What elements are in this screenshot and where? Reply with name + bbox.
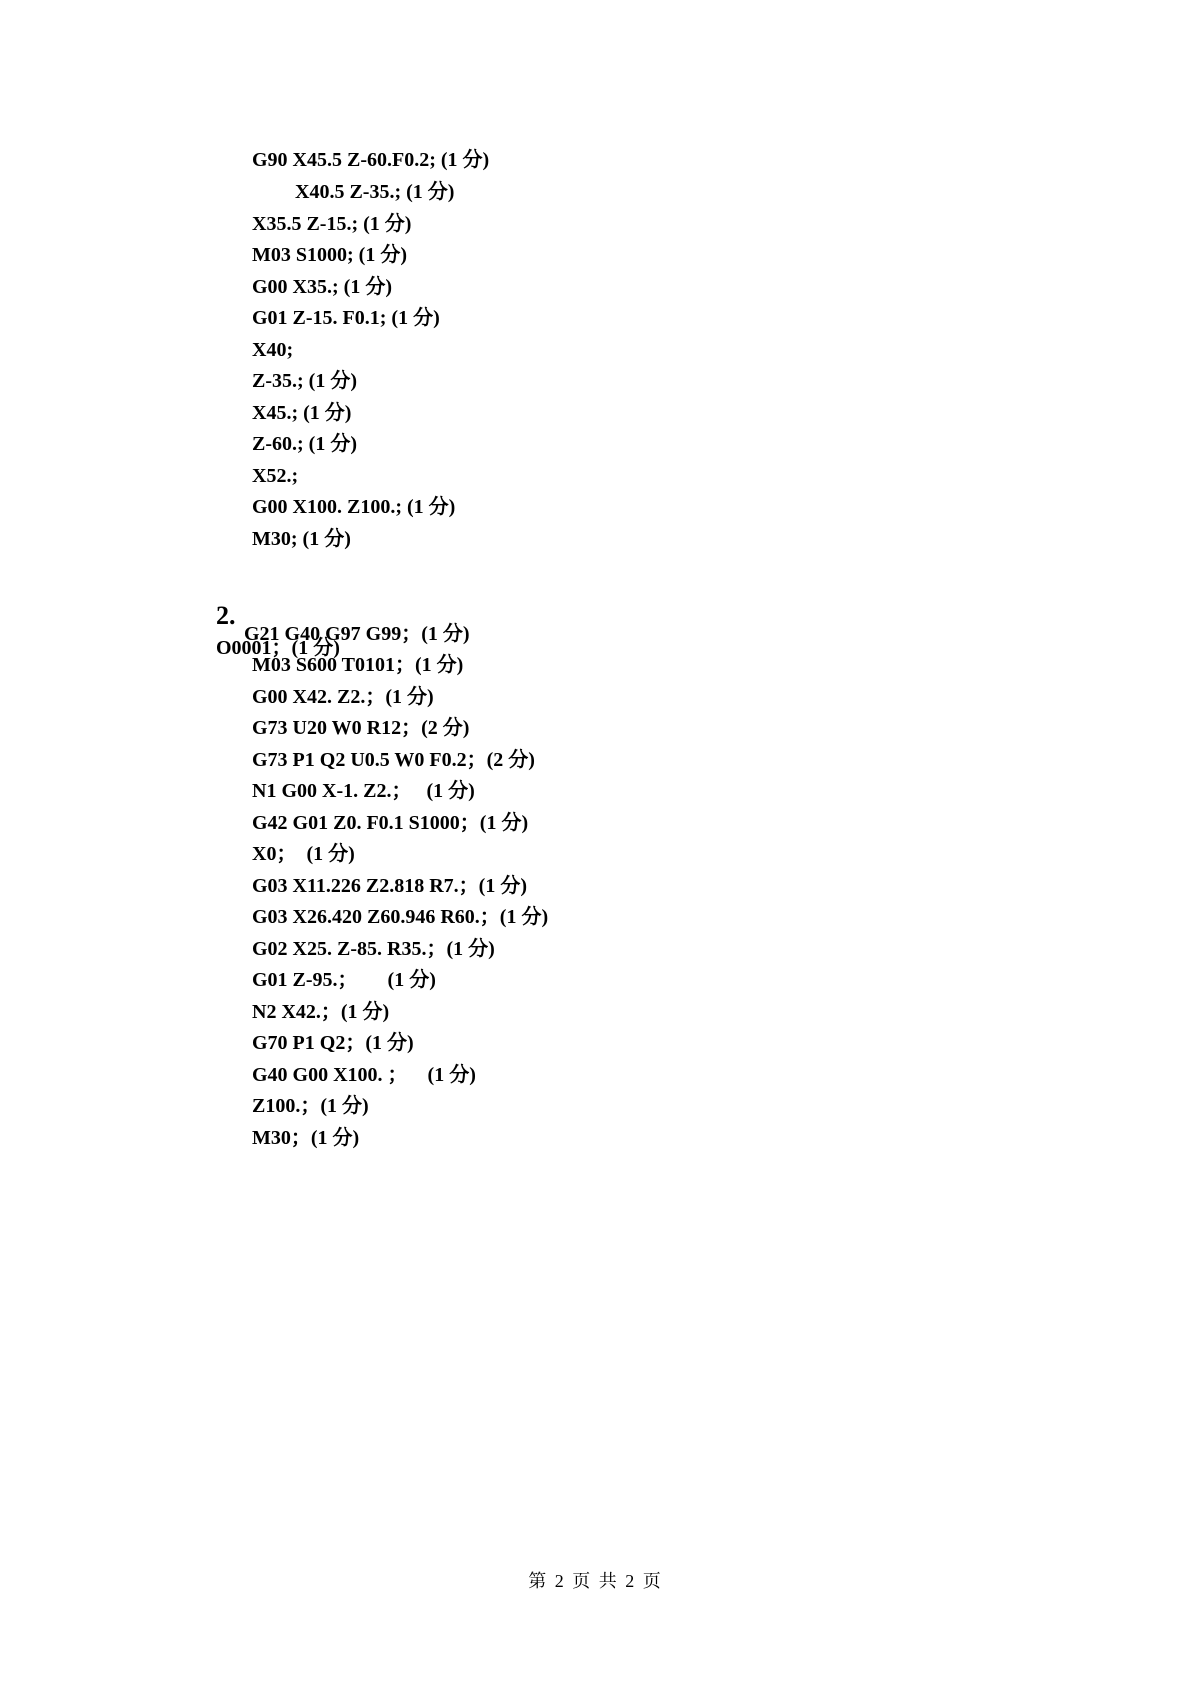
code-line: X40; bbox=[252, 339, 294, 361]
section-2-heading bbox=[208, 574, 340, 664]
program-number: O0001；(1 分) bbox=[216, 637, 340, 659]
code-line: G21 G40 G97 G99；(1 分) bbox=[244, 623, 470, 645]
code-line: G03 X26.420 Z60.946 R60.；(1 分) bbox=[252, 906, 549, 928]
code-line: X45.; (1 分) bbox=[252, 402, 352, 424]
code-line: G00 X42. Z2.；(1 分) bbox=[252, 686, 434, 708]
code-line: M30; (1 分) bbox=[252, 528, 351, 550]
code-line: Z-35.; (1 分) bbox=[252, 370, 357, 392]
code-line: X40.5 Z-35.; (1 分) bbox=[295, 181, 455, 203]
section-number: 2. bbox=[216, 601, 236, 630]
code-line: G02 X25. Z-85. R35.；(1 分) bbox=[252, 938, 495, 960]
code-line: N2 X42.；(1 分) bbox=[252, 1001, 390, 1023]
code-line: X0； (1 分) bbox=[252, 843, 355, 865]
code-line: G03 X11.226 Z2.818 R7.；(1 分) bbox=[252, 875, 527, 897]
code-line: G42 G01 Z0. F0.1 S1000；(1 分) bbox=[252, 812, 529, 834]
code-line: G40 G00 X100. ； (1 分) bbox=[252, 1064, 476, 1086]
code-line: G73 P1 Q2 U0.5 W0 F0.2；(2 分) bbox=[252, 749, 535, 771]
code-line: Z-60.; (1 分) bbox=[252, 433, 357, 455]
code-line: G01 Z-95.； (1 分) bbox=[252, 969, 436, 991]
code-line: M03 S600 T0101；(1 分) bbox=[252, 654, 464, 676]
code-line: G73 U20 W0 R12；(2 分) bbox=[252, 717, 470, 739]
code-line: M03 S1000; (1 分) bbox=[252, 244, 407, 266]
code-line: G90 X45.5 Z-60.F0.2; (1 分) bbox=[252, 149, 490, 171]
page-footer: 第 2 页 共 2 页 bbox=[528, 1571, 663, 1591]
code-line: G01 Z-15. F0.1; (1 分) bbox=[252, 307, 440, 329]
code-line: Z100.；(1 分) bbox=[252, 1095, 369, 1117]
code-line: N1 G00 X-1. Z2.； (1 分) bbox=[252, 780, 475, 802]
code-line: G70 P1 Q2；(1 分) bbox=[252, 1032, 414, 1054]
code-line: G00 X100. Z100.; (1 分) bbox=[252, 496, 456, 518]
code-line: G00 X35.; (1 分) bbox=[252, 276, 392, 298]
code-line: X52.; bbox=[252, 465, 299, 487]
code-line: X35.5 Z-15.; (1 分) bbox=[252, 213, 412, 235]
code-line: M30；(1 分) bbox=[252, 1127, 360, 1149]
